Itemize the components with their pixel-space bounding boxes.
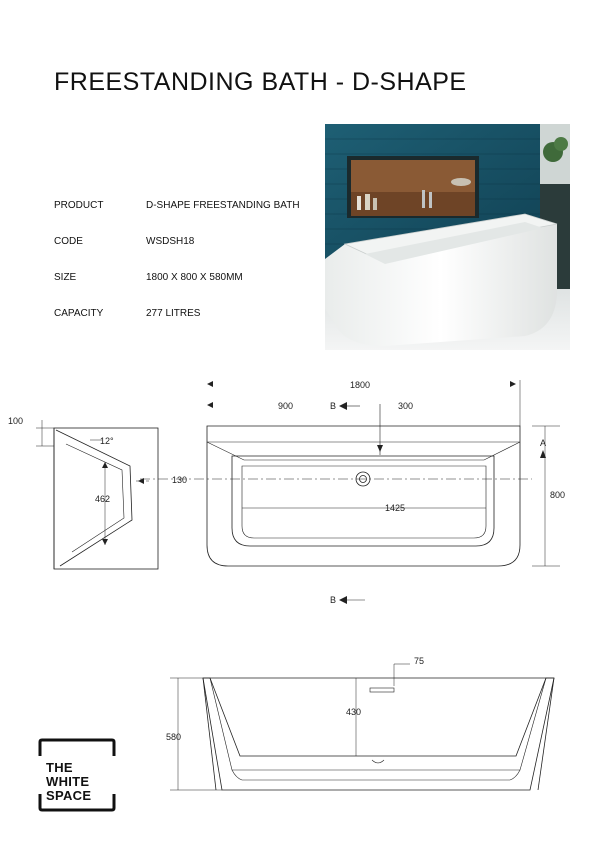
spec-value: 277 LITRES: [146, 308, 201, 319]
spec-label: SIZE: [54, 272, 77, 283]
spec-value: D-SHAPE FREESTANDING BATH: [146, 200, 300, 211]
spec-value: WSDSH18: [146, 236, 195, 247]
dim-side-depth: 462: [95, 494, 111, 504]
spec-label: PRODUCT: [54, 200, 104, 211]
logo-line: WHITE: [46, 774, 90, 789]
logo-text: [46, 761, 91, 803]
dim-overflow: 75: [414, 656, 425, 666]
dim-right-part: 300: [398, 401, 414, 411]
dim-water-depth: 430: [346, 707, 362, 717]
dim-side-top-offset: 100: [8, 416, 24, 426]
dim-overall-length: 1800: [350, 380, 371, 390]
dim-width: 800: [550, 490, 566, 500]
dim-left-part: 900: [278, 401, 294, 411]
dim-side-angle: 12°: [100, 436, 114, 446]
front-view: [170, 664, 554, 790]
spec-value: 1800 X 800 X 580MM: [146, 272, 243, 283]
page-title: FREESTANDING BATH - D-SHAPE: [54, 68, 467, 96]
plan-view: [140, 380, 560, 600]
dim-height: 580: [166, 732, 182, 742]
dim-section-a: A: [540, 438, 547, 448]
dim-section-b-top: B: [330, 401, 337, 411]
spec-label: CODE: [54, 236, 83, 247]
dim-section-b-bottom: B: [330, 595, 337, 605]
dim-inner-length: 1425: [385, 503, 406, 513]
logo-line: SPACE: [46, 788, 92, 803]
logo-line: THE: [46, 760, 73, 775]
spec-label: CAPACITY: [54, 308, 104, 319]
dim-center-offset: 130: [172, 475, 188, 485]
